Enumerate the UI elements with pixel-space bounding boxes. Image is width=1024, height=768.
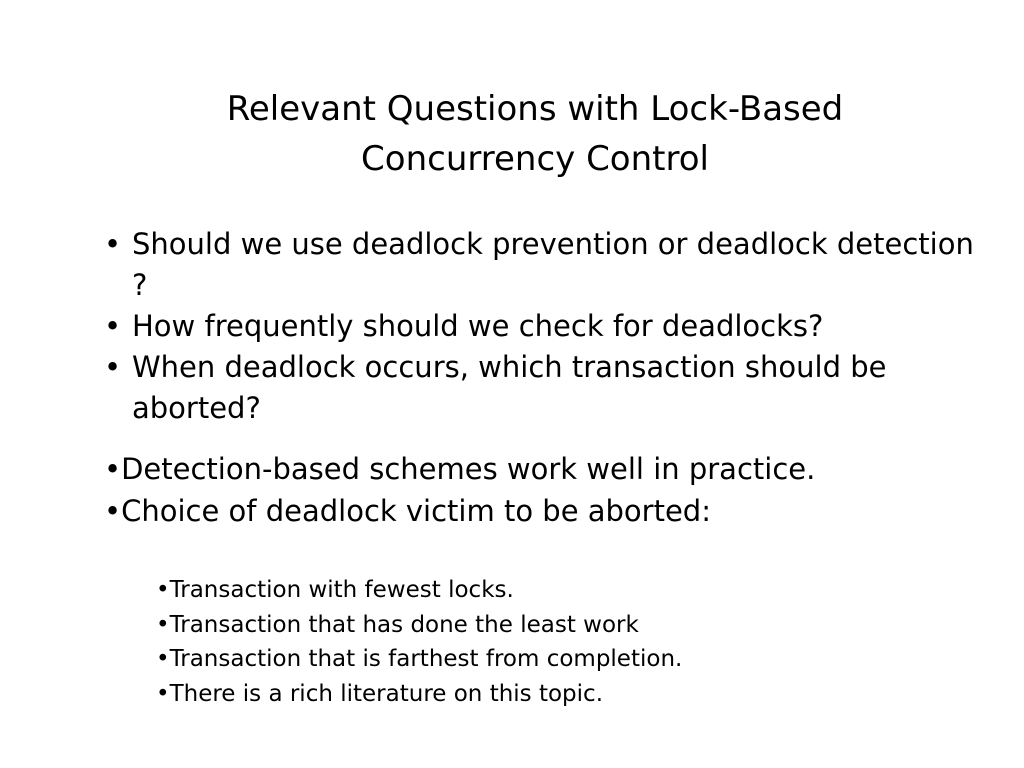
bullet-icon: • xyxy=(104,309,122,343)
main-bullet-text: When deadlock occurs, which transaction should be aborted? xyxy=(132,350,887,425)
secondary-bullet-item: •Detection-based schemes work well in practice. xyxy=(104,452,816,486)
victim-criteria-item: •Transaction that has done the least work xyxy=(156,611,639,638)
main-bullet-text: Should we use deadlock prevention or deadlock detection ? xyxy=(132,227,974,302)
bullet-icon: • xyxy=(104,350,122,384)
victim-criteria-item: •There is a rich literature on this topic. xyxy=(156,680,604,707)
main-bullet-item xyxy=(104,306,984,347)
slide-title xyxy=(150,84,920,184)
secondary-bullet-list xyxy=(104,448,984,532)
slide-title-line-2: Concurrency Control xyxy=(361,139,709,179)
slide-title-line-1: Relevant Questions with Lock-Based xyxy=(226,89,844,129)
bullet-icon: • xyxy=(104,227,122,261)
main-bullet-item xyxy=(104,347,984,429)
main-bullet-text: How frequently should we check for deadlocks? xyxy=(132,309,824,343)
victim-criteria-item: •Transaction that is farthest from completion. xyxy=(156,646,683,672)
main-bullet-list xyxy=(104,224,984,429)
victim-criteria-item: •Transaction with fewest locks. xyxy=(156,577,514,603)
secondary-bullet-item: •Choice of deadlock victim to be aborted: xyxy=(104,494,711,528)
victim-criteria-list xyxy=(156,573,976,711)
main-bullet-item xyxy=(104,224,984,306)
